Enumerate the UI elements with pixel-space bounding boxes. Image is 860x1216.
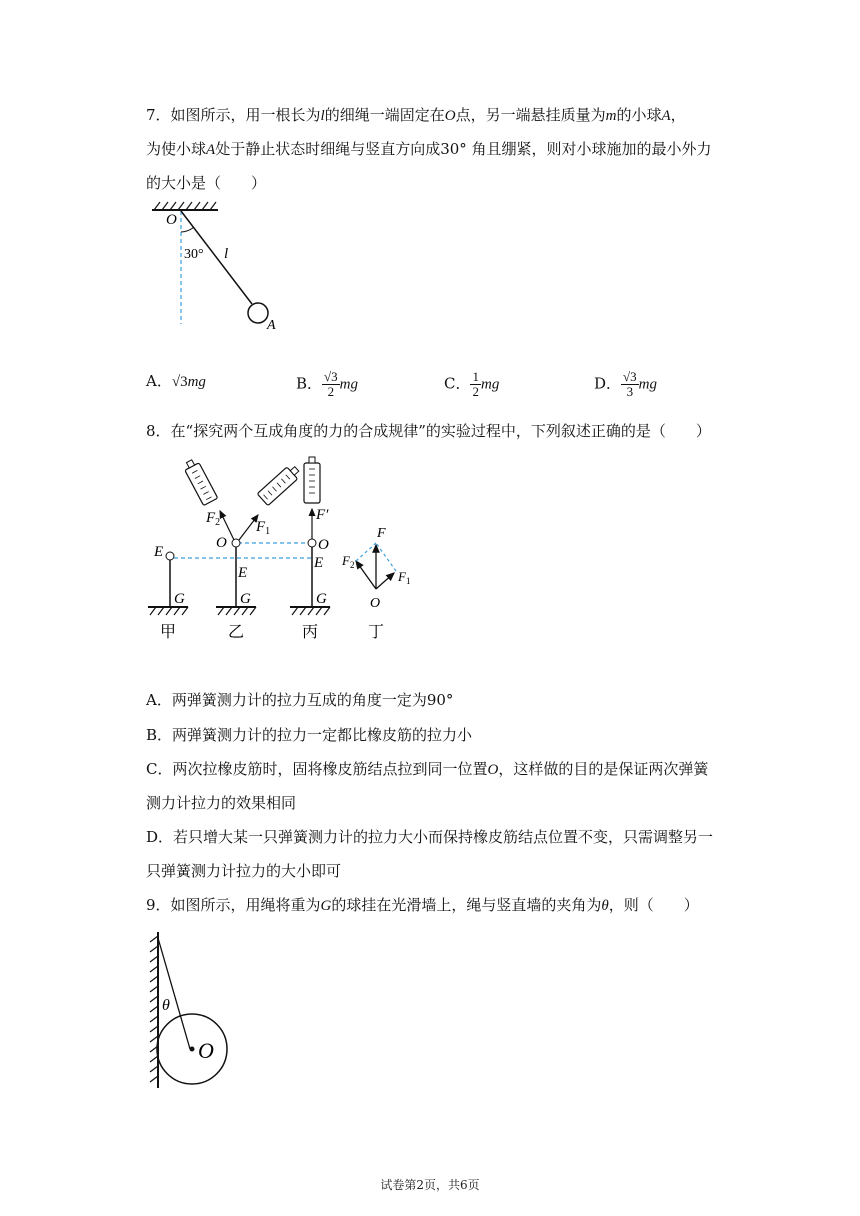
q7-text: 的细绳一端固定在 [324,106,445,124]
q7-option-C[interactable] [444,370,499,399]
label-Fprime: F′ [316,507,329,523]
option-label: B． [296,374,323,393]
q9-text: 9．如图所示，用绳将重为 [146,896,321,914]
label-jia: 甲 [160,624,177,641]
ball-center [190,1047,195,1052]
q7-text: ， [670,106,686,124]
q7-var-A: A [206,142,216,158]
label-E-jia: E [154,544,164,560]
q7-text: 点，另一端悬挂质量为 [455,106,606,124]
q7-line-2 [146,138,712,161]
q9-var-theta: θ [601,898,609,914]
wall-hatch [150,936,158,1082]
spring-scale-1 [257,463,302,506]
fraction [322,370,340,399]
label-O-yi: O [216,535,227,551]
ball-A [248,303,268,323]
label-l: l [224,246,229,262]
fraction [470,370,481,399]
label-E-yi: E [238,565,248,581]
sqrt3: √3 [171,374,188,390]
numerator: 1 [472,369,479,384]
q8-var-O: O [487,762,499,778]
label-bing: 丙 [302,624,319,641]
knot-jia [166,552,174,560]
page-footer: 试卷第2页，共6页 [380,1178,480,1192]
label-F2-ding: $F_2$ [342,553,355,570]
label-E-bing: E [314,555,324,571]
q9-wall-ball-figure [140,928,250,1093]
mg: mg [187,374,206,390]
q9-text: ，则（ ） [608,896,699,914]
label-O: O [198,1038,214,1063]
q7-option-B[interactable] [296,370,358,399]
label-O: O [166,212,177,228]
label-F1: $F_1$ [256,519,271,537]
q7-option-A[interactable] [146,370,206,391]
q8-experiment-figure [140,455,430,645]
denominator: 2 [327,384,335,399]
label-G-bing: G [316,591,327,607]
q8-text: ，这样做的目的是保证两次弹簧 [498,760,709,778]
mg: mg [339,376,359,393]
q8-option-D-line-2: 只弹簧测力计拉力的大小即可 [146,862,342,880]
q9-stem [146,894,699,917]
q7-option-D[interactable] [594,370,657,399]
mg: mg [480,376,500,393]
q7-text: 处于静止状态时细绳与竖直方向成30° 角且绷紧，则对小球施加的最小外力 [215,140,712,158]
q7-line-3: 的大小是（ ） [146,174,267,192]
q7-text: 7．如图所示，用一根长为 [146,106,321,124]
arrow-ding-F2 [356,561,376,589]
q8-option-C-line-2: 测力计拉力的效果相同 [146,794,297,812]
q8-option-B[interactable]: B．两弹簧测力计的拉力一定都比橡皮筋的拉力小 [146,726,473,744]
label-F1-ding: $F_1$ [398,569,411,586]
label-theta: θ [162,997,170,1014]
q7-pendulum-figure [140,196,280,336]
q7-var-l: l [320,108,325,124]
option-label: D． [594,374,622,393]
label-F-ding: F [377,526,386,541]
q9-text: 的球挂在光滑墙上，绳与竖直墙的夹角为 [331,896,602,914]
numerator: √3 [324,369,338,384]
q7-text: 的小球 [616,106,662,124]
fraction [621,370,639,399]
label-F2: $F_2$ [206,510,221,528]
ground-hatches [148,607,330,615]
ceiling-hatch [154,202,216,210]
q7-var-m: m [605,108,617,124]
spring-scale-2 [182,457,218,505]
angle-arc [181,227,194,232]
q7-line-1 [146,104,686,127]
denominator: 2 [472,384,479,399]
mg: mg [638,376,658,393]
label-O-ding: O [370,596,381,611]
q9-var-G: G [320,898,332,914]
label-ding: 丁 [368,624,385,641]
q8-option-D-line-1[interactable]: D．若只增大某一只弹簧测力计的拉力大小而保持橡皮筋结点位置不变，只需调整另一 [146,828,714,846]
label-G-yi: G [240,591,251,607]
knot-yi [232,539,240,547]
arrow-ding-F1 [376,573,394,589]
label-yi: 乙 [228,624,245,641]
label-O-bing: O [318,537,329,553]
q8-option-C-line-1[interactable] [146,758,708,781]
q7-var-A: A [661,108,671,124]
dashed-par-2 [376,543,396,571]
q8-stem: 8．在“探究两个互成角度的力的合成规律”的实验过程中，下列叙述正确的是（ ） [146,422,711,440]
q7-var-O: O [444,108,456,124]
option-label: A． [146,372,172,390]
spring-scale-single [304,457,320,503]
denominator: 3 [626,384,634,399]
numerator: √3 [623,369,637,384]
q7-text: 为使小球 [146,140,207,158]
q8-text: C．两次拉橡皮筋时，固将橡皮筋结点拉到同一位置 [146,760,488,778]
label-A: A [267,318,276,333]
label-angle: 30° [184,247,204,262]
label-G-jia: G [174,591,185,607]
dashed-par-1 [356,543,376,561]
q8-option-A[interactable]: A．两弹簧测力计的拉力互成的角度一定为90° [146,691,454,709]
rope [158,938,190,1049]
knot-bing [308,539,316,547]
option-label: C． [444,374,471,393]
